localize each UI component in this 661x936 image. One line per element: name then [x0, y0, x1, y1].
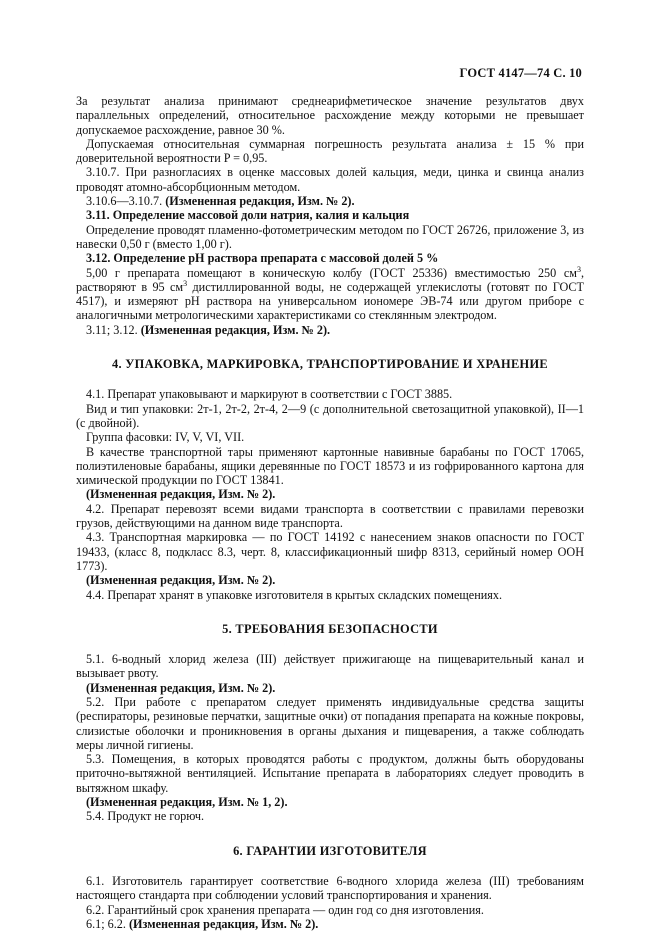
paragraph: Допускаемая относительная суммарная погрешность результата анализа ± 15 % при доверительной вероятности P = 0,95. — [76, 136, 584, 166]
subsection-title: 3.12. Определение pH раствора препарата с массовой долей 5 % — [86, 251, 439, 266]
paragraph: В качестве транспортной тары применяют картонные навивные барабаны по ГОСТ 17065, полиэтиленовые барабаны, ящики деревянные по ГОСТ 18573 и из гофрированного картона для химической продукции по ГОСТ 13841. — [76, 444, 584, 488]
amendment-line — [76, 194, 584, 208]
clause-number: 3.10.6—3.10.7. — [86, 194, 163, 209]
paragraph: 6.1. Изготовитель гарантирует соответствие 6-водного хлорида железа (III) требованиям настоящего стандарта при соблюдении условий транспортирования и хранения. — [76, 873, 584, 903]
amendment-note: (Измененная редакция, Изм. № 2). — [86, 573, 276, 588]
amendment-line — [76, 917, 584, 931]
page-header: ГОСТ 4147—74 С. 10 — [459, 66, 582, 80]
paragraph: 5.1. 6-водный хлорид железа (III) действует прижигающе на пищеварительный канал и вызывает рвоту. — [76, 652, 584, 681]
paragraph: Определение проводят пламенно-фотометрическим методом по ГОСТ 26726, приложение 3, из навески 0,50 г (вместо 1,00 г). — [76, 222, 584, 251]
text-run: 5,00 г препарата помещают в коническую колбу (ГОСТ 25336) вместимостью 250 см — [86, 265, 577, 280]
text-run: , растворяют в 95 см — [76, 265, 584, 294]
paragraph: 4.3. Транспортная маркировка — по ГОСТ 14192 с нанесением знаков опасности по ГОСТ 19433, (класс 8, подкласс 8.3, черт. 8, классификационный шифр 8313, серийный номер ООН 1773). — [76, 530, 584, 573]
superscript: 3 — [183, 278, 188, 288]
amendment-note: (Измененная редакция, Изм. № 2). — [140, 322, 331, 337]
amendment-note: (Измененная редакция, Изм. № 1, 2). — [86, 795, 288, 810]
paragraph: 5.4. Продукт не горюч. — [86, 809, 205, 824]
paragraph: 4.4. Препарат хранят в упаковке изготовителя в крытых складских помещениях. — [86, 587, 503, 602]
amendment-note: (Измененная редакция, Изм. № 2). — [129, 916, 319, 931]
paragraph: 4.2. Препарат перевозят всеми видами транспорта в соответствии с правилами перевозки грузов, действующими на данном виде транспорта. — [76, 501, 584, 531]
paragraph: 5.3. Помещения, в которых проводятся работы с продуктом, должны быть оборудованы приточно-вытяжной вентиляцией. Испытание препарата в лабораториях следует проводить в вытяжном шкафу. — [76, 752, 584, 795]
document-body — [76, 94, 584, 931]
clause-number: 6.1; 6.2. — [86, 916, 126, 931]
paragraph: 4.1. Препарат упаковывают и маркируют в соответствии с ГОСТ 3885. — [86, 387, 453, 402]
clause-number: 3.11; 3.12. — [86, 322, 138, 337]
section-heading: 6. ГАРАНТИИ ИЗГОТОВИТЕЛЯ — [233, 843, 427, 858]
paragraph: 5.2. При работе с препаратом следует применять индивидуальные средства защиты (респираторы, резиновые перчатки, защитные очки) от попадания препарата на кожные покровы, слизистые оболочки и проникновения в органы дыхания и пищеварения, а также соблюдать меры личной гигиены. — [76, 694, 584, 752]
paragraph — [76, 266, 584, 323]
amendment-line — [76, 323, 584, 337]
section-heading: 4. УПАКОВКА, МАРКИРОВКА, ТРАНСПОРТИРОВАНИЕ И ХРАНЕНИЕ — [112, 357, 548, 372]
paragraph: Вид и тип упаковки: 2т-1, 2т-2, 2т-4, 2—9 (с дополнительной светозащитной упаковкой), II—1 (с двойной). — [76, 401, 584, 430]
subsection-title: 3.11. Определение массовой доли натрия, калия и кальция — [86, 208, 410, 223]
paragraph: 6.2. Гарантийный срок хранения препарата — один год со дня изготовления. — [86, 902, 484, 917]
amendment-note: (Измененная редакция, Изм. № 2). — [86, 487, 276, 502]
amendment-note: (Измененная редакция, Изм. № 2). — [165, 194, 355, 209]
paragraph: 3.10.7. При разногласиях в оценке массовых долей кальция, меди, цинка и свинца анализ проводят атомно-абсорбционным методом. — [76, 165, 584, 194]
superscript: 3 — [576, 264, 581, 274]
paragraph: За результат анализа принимают среднеарифметическое значение результатов двух параллельных определений, относительное расхождение между которыми не превышает допускаемое расхождение, равное 30 %. — [76, 94, 584, 137]
text-run: дистиллированной воды, не содержащей углекислоты (готовят по ГОСТ 4517), и измеряют pH раствора на универсальном иономере ЭВ-74 или другом приборе с аналогичными метрологическими характеристиками со стеклянным электродом. — [76, 279, 584, 323]
amendment-note: (Измененная редакция, Изм. № 2). — [86, 680, 276, 695]
paragraph: Группа фасовки: IV, V, VI, VII. — [86, 430, 245, 445]
section-heading: 5. ТРЕБОВАНИЯ БЕЗОПАСНОСТИ — [222, 621, 438, 636]
